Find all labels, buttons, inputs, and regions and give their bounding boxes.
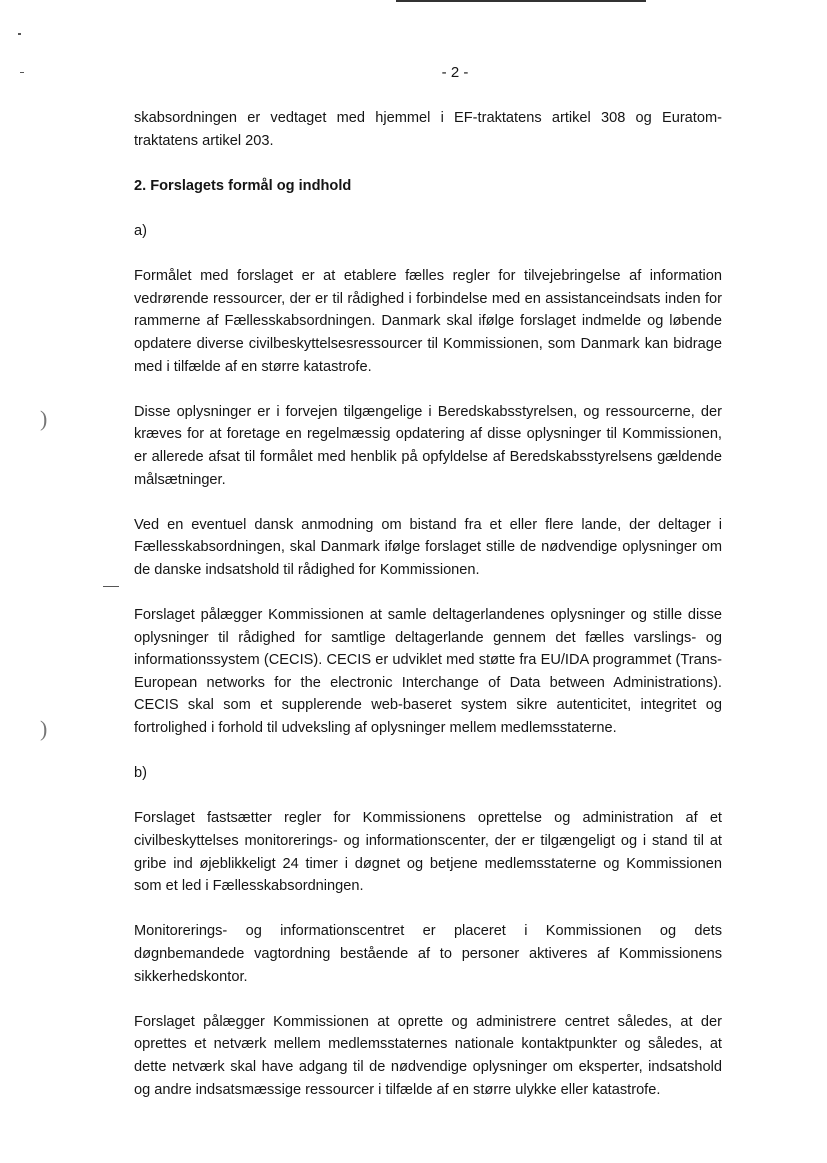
paragraph: Forslaget pålægger Kommissionen at samle deltagerlandenes oplysninger og stille disse oplysninger til rådighed for samtlige deltagerlande gennem det fælles varslings- og informationssystem (CECIS). CECIS er udviklet med støtte fra EU/IDA programmet (Trans-European networks for the electronic Interchange of Data between Administrations). CECIS skal som et supplerende web-baseret system sikre autenticitet, integritet og fortrolighed i forhold til udveksling af oplysninger mellem medlemsstaterne. [134, 607, 722, 737]
paragraph: Ved en eventuel dansk anmodning om bistand fra et eller flere lande, der deltager i Fællesskabsordningen, skal Danmark ifølge forslaget stille de nødvendige oplysninger om de danske indsatshold til rådighed for Kommissionen. [134, 516, 722, 578]
paragraph: b) [134, 765, 147, 782]
paragraph: Forslaget pålægger Kommissionen at oprette og administrere centret således, at der oprettes et netværk mellem medlemsstaternes nationale kontaktpunkter og således, at dette netværk skal have adgang til de nødvendige oplysninger om eksperter, indsatshold og andre indsatsmæssige ressourcer i tilfælde af en større ulykke eller katastrofe. [134, 1013, 722, 1098]
scan-speck [18, 33, 21, 35]
scan-top-edge [396, 0, 646, 2]
paragraph: skabsordningen er vedtaget med hjemmel i EF-traktatens artikel 308 og Euratom-traktatens artikel 203. [134, 110, 722, 149]
paragraph: Formålet med forslaget er at etablere fælles regler for tilvejebringelse af information vedrørende ressourcer, der er til rådighed i forbindelse med en assistanceindsats inden for rammerne af Fællesskabsordningen. Danmark skal ifølge forslaget indmelde og løbende opdatere diverse civilbeskyttelsesressourcer til Kommissionen, som Danmark kan bidrage med i tilfælde af en større katastrofe. [134, 268, 722, 375]
document-body [134, 107, 722, 1124]
paragraph: Monitorerings- og informationscentret er placeret i Kommissionen og dets døgnbemandede vagtordning bestående af to personer aktiveres af Kommissionens sikkerhedskontor. [134, 923, 722, 985]
hole-punch-mark: ) [40, 406, 48, 431]
section-heading: 2. Forslagets formål og indhold [134, 177, 352, 194]
page-number: - 2 - [441, 64, 469, 81]
paragraph: Disse oplysninger er i forvejen tilgængelige i Beredskabsstyrelsen, og ressourcerne, der kræves for at foretage en regelmæssig opdatering af disse oplysninger til Kommissionen, er allerede afsat til formålet med henblik på opfyldelse af Beredskabsstyrelsens gældende målsætninger. [134, 403, 722, 488]
scan-dash [103, 586, 119, 587]
paragraph: a) [134, 222, 147, 239]
hole-punch-mark: ) [40, 716, 48, 741]
paragraph: Forslaget fastsætter regler for Kommissionens oprettelse og administration af et civilbeskyttelses monitorerings- og informationscenter, der er tilgængeligt og i stand til at gribe ind øjeblikkeligt 24 timer i døgnet og betjene medlemsstaterne og Kommissionen som et led i Fællesskabsordningen. [134, 810, 722, 895]
